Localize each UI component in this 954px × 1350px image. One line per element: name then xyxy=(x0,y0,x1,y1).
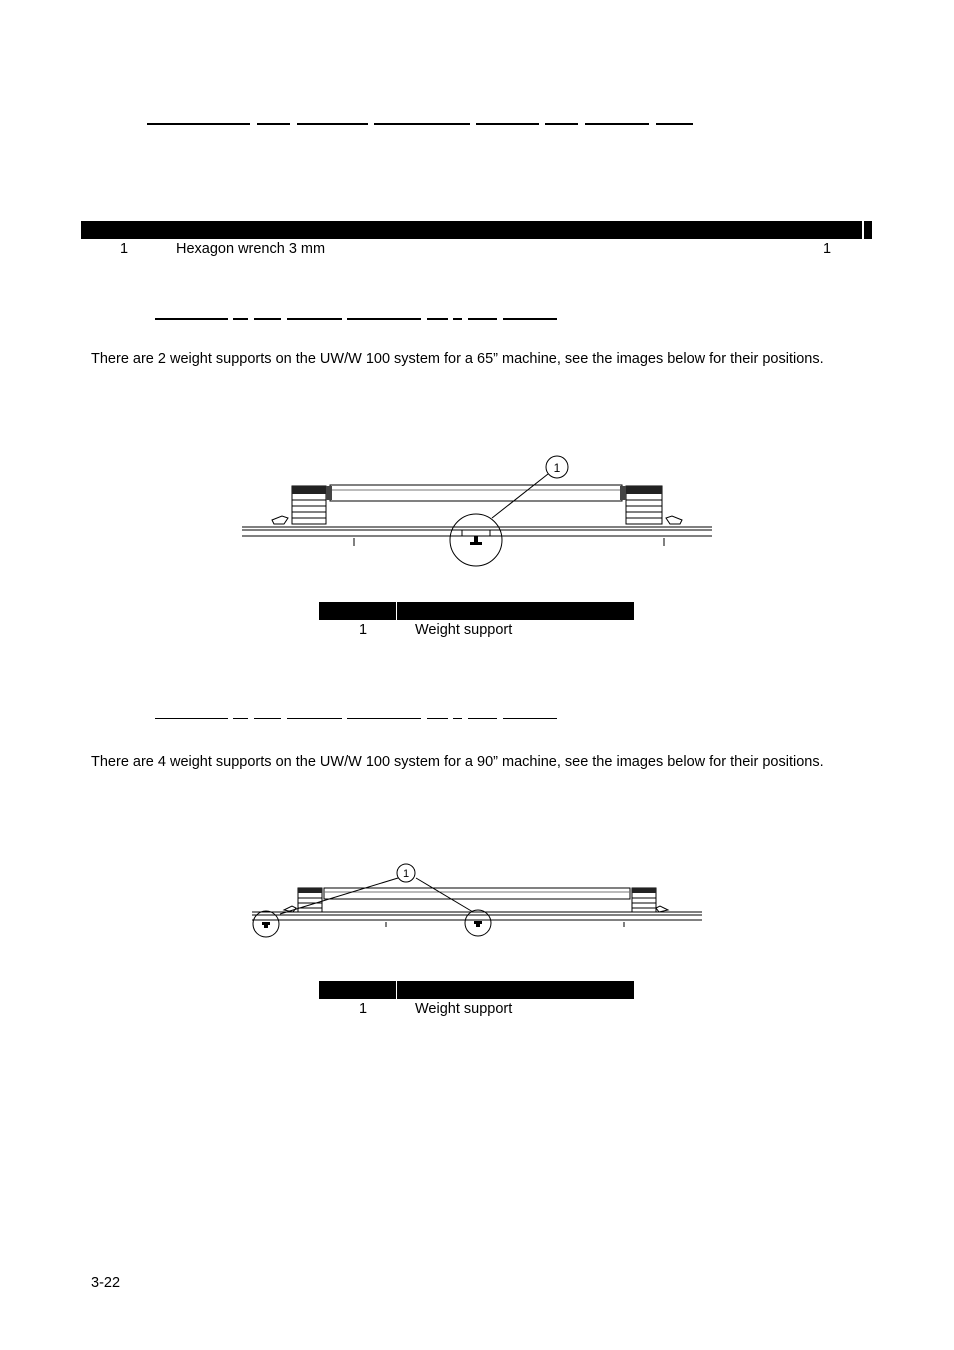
section-heading-underline xyxy=(0,0,954,130)
tools-table-row xyxy=(0,239,954,259)
legend-90-description: Weight support xyxy=(415,1001,513,1017)
tools-item-quantity: 1 xyxy=(823,241,832,257)
callout-90-label: 1 xyxy=(402,868,410,880)
figure-90-machine xyxy=(248,860,708,945)
legend-65-item: 1 xyxy=(359,622,368,638)
tools-table xyxy=(0,215,954,260)
legend-65-table xyxy=(319,602,634,644)
page-number: 3-22 xyxy=(91,1275,121,1291)
legend-90-table xyxy=(319,981,634,1023)
tools-item-description: Hexagon wrench 3 mm xyxy=(176,241,326,257)
tools-table-header xyxy=(81,221,872,239)
legend-65-description: Weight support xyxy=(415,622,513,638)
callout-65-label: 1 xyxy=(553,461,561,475)
subheading-65-underline xyxy=(0,300,954,325)
paragraph-65: There are 2 weight supports on the UW/W 100 system for a 65” machine, see the images below for their positions. xyxy=(91,351,824,367)
tools-table-header-divider xyxy=(862,221,864,239)
tools-item-number: 1 xyxy=(120,241,129,257)
subheading-90-underline xyxy=(0,700,954,725)
legend-90-item: 1 xyxy=(359,1001,368,1017)
figure-65-machine xyxy=(238,450,718,570)
paragraph-90: There are 4 weight supports on the UW/W 100 system for a 90” machine, see the images below for their positions. xyxy=(91,754,824,770)
